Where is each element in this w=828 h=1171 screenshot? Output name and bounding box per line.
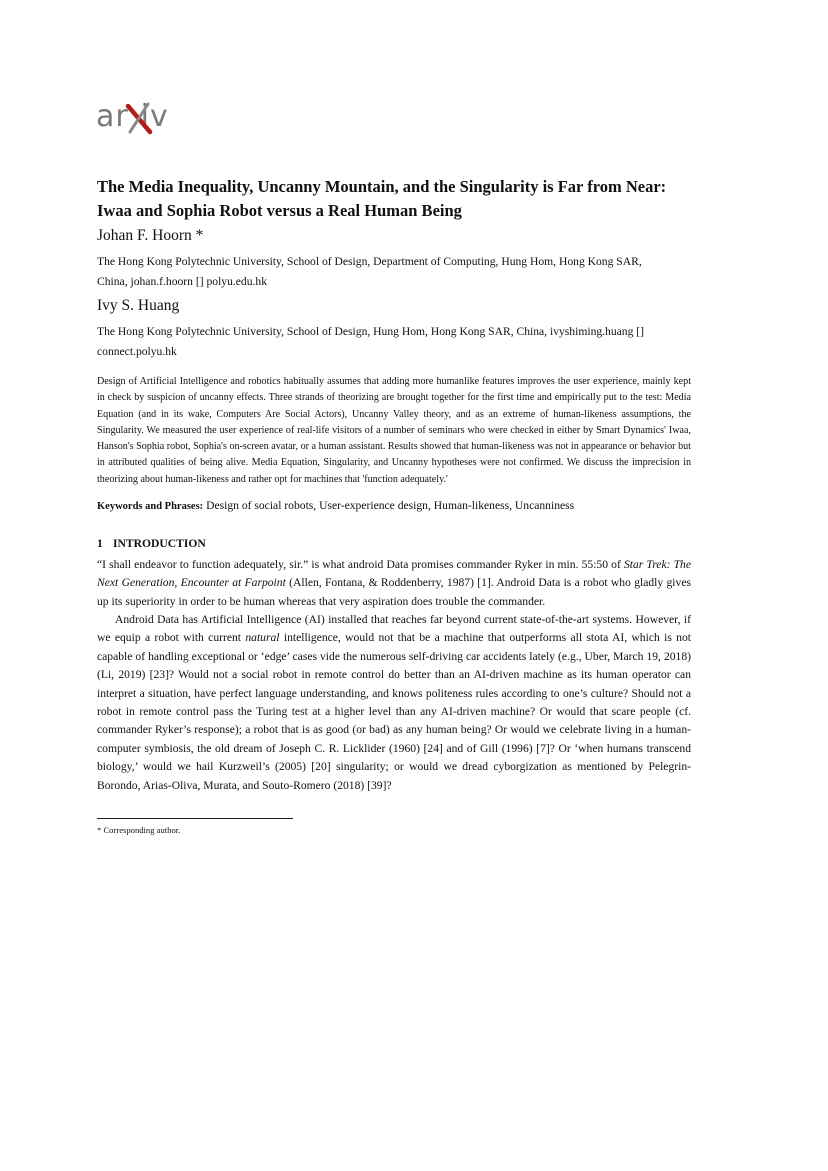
author-name: Johan F. Hoorn * [97, 227, 204, 244]
body-paragraph [97, 611, 691, 795]
paper-title-line-2: Iwaa and Sophia Robot versus a Real Human Being [97, 201, 462, 220]
paragraph-text-italic: Star Trek: The Next Generation, Encounter at Farpoint [97, 558, 691, 590]
paragraph-text: intelligence, would not that be a machine that outperforms all stota AI, which is not capable of handling exceptional or ‘edge’ cases vide the numerous self-driving car accidents lately (e.g., Uber, March 19, 2018) (Li, 2019) [23]? Would not a social robot in remote control do better than an AI-driven machine as its human operator can interpret a situation, have perfect language understanding, and knows politeness rules according to one’s culture? Should not a robot in remote control pass the Turing test at a higher level than any AI-driven machine? Or would that scare people (cf. commander Ryker’s response); a robot that is as good (or bad) as any human being? Or would we celebrate living in a human-computer symbiosis, the old dream of Joseph C. R. Licklider (1960) [24] and of Gill (1996) [7]? Or ‘when humans transcend biology,’ would we hail Kurzweil’s (2005) [20] singularity; or would we dread cyborgization as mentioned by Pelegrin-Borondo, Arias-Oliva, Murata, and Souto-Romero (2018) [39]? [97, 631, 691, 792]
paragraph-text: (Allen, Fontana, & Roddenberry, 1987) [1]. Android Data is a robot who gladly gives up its superiority in order to be human whereas that very aspiration does trouble the commander. [97, 576, 691, 608]
affiliation-line: The Hong Kong Polytechnic University, School of Design, Department of Computing, Hung Hom, Hong Kong SAR, [97, 255, 642, 268]
arxiv-logo-wordmark: ar iv [96, 99, 169, 134]
affiliation-line: The Hong Kong Polytechnic University, School of Design, Hung Hom, Hong Kong SAR, China, ivyshiming.huang [] [97, 325, 645, 338]
keywords [97, 498, 697, 515]
body-paragraph [97, 556, 691, 611]
arxiv-x-mark-icon [124, 100, 154, 136]
paper-title-line-1: The Media Inequality, Uncanny Mountain, and the Singularity is Far from Near: [97, 177, 667, 196]
keywords-list: Design of social robots, User-experience design, Human-likeness, Uncanniness [203, 499, 575, 512]
affiliation-line: China, johan.f.hoorn [] polyu.edu.hk [97, 275, 268, 288]
section-number: 1 [97, 537, 103, 550]
section-heading [97, 536, 206, 552]
abstract: Design of Artificial Intelligence and robotics habitually assumes that adding more humanlike features improves the user experience, mainly kept in check by suspicion of uncanny effects. Three strands of theorizing are brought together for the first time and empirically put to the test: Media Equation (and in its wake, Computers Are Social Actors), Uncanny Valley theory, and as an extreme of human-likeness assumptions, the Singularity. We measured the user experience of real-life visitors of a number of seminars who were checked in either by Smart Dynamics' Iwaa, Hanson's Sophia robot, Sophia's on-screen avatar, or a human assistant. Results showed that human-likeness was not in appearance or behavior but in attributed qualities of being alive. Media Equation, Singularity, and Uncanny hypotheses were not confirmed. We discuss the imprecision in theorizing about human-likeness and rather opt for machines that 'function adequately.' [97, 376, 691, 485]
paragraph-text: Android Data has Artificial Intelligence (AI) installed that reaches far beyond current state-of-the-art systems. However, if we equip a robot with current [97, 613, 691, 645]
section-title: INTRODUCTION [113, 537, 206, 550]
affiliation-line: connect.polyu.hk [97, 345, 177, 358]
arxiv-logo [96, 98, 188, 138]
footnote-divider [97, 818, 293, 819]
author-name: Ivy S. Huang [97, 297, 180, 314]
paragraph-text-italic: natural [245, 631, 280, 645]
footnote: * Corresponding author. [97, 825, 181, 835]
paragraph-text: “I shall endeavor to function adequately, sir.” is what android Data promises commander Ryker in min. 55:50 of [97, 558, 624, 571]
author-affiliation [97, 252, 697, 292]
keywords-label: Keywords and Phrases: [97, 501, 204, 512]
paper-title [97, 175, 737, 223]
author-affiliation [97, 322, 697, 362]
